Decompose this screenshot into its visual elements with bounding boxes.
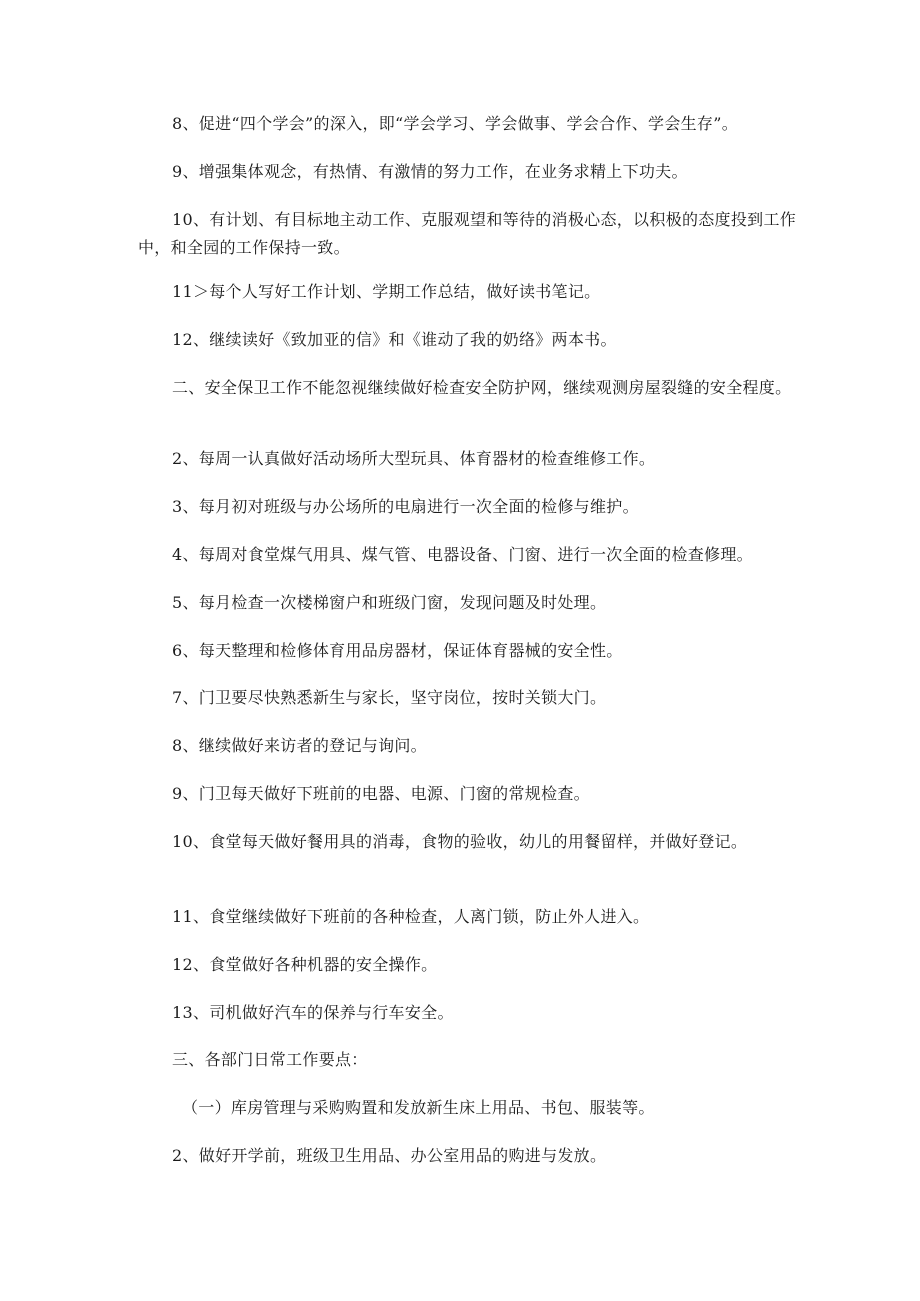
paragraph-3: 10、有计划、有目标地主动工作、克服观望和等待的消极心态，以积极的态度投到工作中，和全园的工作保持一致。 — [138, 210, 797, 257]
paragraph-13: 8、继续做好来访者的登记与询问。 — [172, 736, 427, 755]
paragraph-10: 5、每月检查一次楼梯窗户和班级门窗，发现问题及时处理。 — [172, 593, 607, 612]
paragraph-14: 9、门卫每天做好下班前的电器、电源、门窗的常规检查。 — [172, 784, 590, 803]
paragraph-7: 2、每周一认真做好活动场所大型玩具、体育器材的检查维修工作。 — [172, 449, 656, 468]
paragraph-21: 2、做好开学前，班级卫生用品、办公室用品的购进与发放。 — [172, 1146, 607, 1165]
paragraph-8: 3、每月初对班级与办公场所的电扇进行一次全面的检修与维护。 — [172, 497, 639, 516]
paragraph-9: 4、每周对食堂煤气用具、煤气管、电器设备、门窗、进行一次全面的检查修理。 — [172, 545, 753, 564]
paragraph-4: 11＞每个人写好工作计划、学期工作总结，做好读书笔记。 — [172, 282, 601, 301]
paragraph-18: 13、司机做好汽车的保养与行车安全。 — [172, 1003, 454, 1022]
paragraph-11: 6、每天整理和检修体育用品房器材，保证体育器械的安全性。 — [172, 641, 623, 660]
paragraph-6: 二、安全保卫工作不能忽视继续做好检查安全防护网，继续观测房屋裂缝的安全程度。 — [172, 378, 792, 397]
paragraph-15: 10、食堂每天做好餐用具的消毒，食物的验收，幼儿的用餐留样，并做好登记。 — [172, 832, 748, 851]
paragraph-5: 12、继续读好《致加亚的信》和《谁动了我的奶络》两本书。 — [172, 330, 617, 349]
paragraph-12: 7、门卫要尽快熟悉新生与家长，坚守岗位，按时关锁大门。 — [172, 688, 607, 707]
paragraph-17: 12、食堂做好各种机器的安全操作。 — [172, 955, 438, 974]
paragraph-2: 9、增强集体观念，有热情、有激情的努力工作，在业务求精上下功夫。 — [172, 162, 688, 181]
paragraph-16: 11、食堂继续做好下班前的各种检查，人离门锁，防止外人进入。 — [172, 907, 650, 926]
section-heading-3: 三、各部门日常工作要点： — [172, 1050, 368, 1069]
paragraph-1: 8、促进“四个学会”的深入，即“学会学习、学会做事、学会合作、学会生存”。 — [172, 114, 738, 133]
paragraph-20: （一）库房管理与采购购置和发放新生床上用品、书包、服装等。 — [182, 1098, 655, 1117]
